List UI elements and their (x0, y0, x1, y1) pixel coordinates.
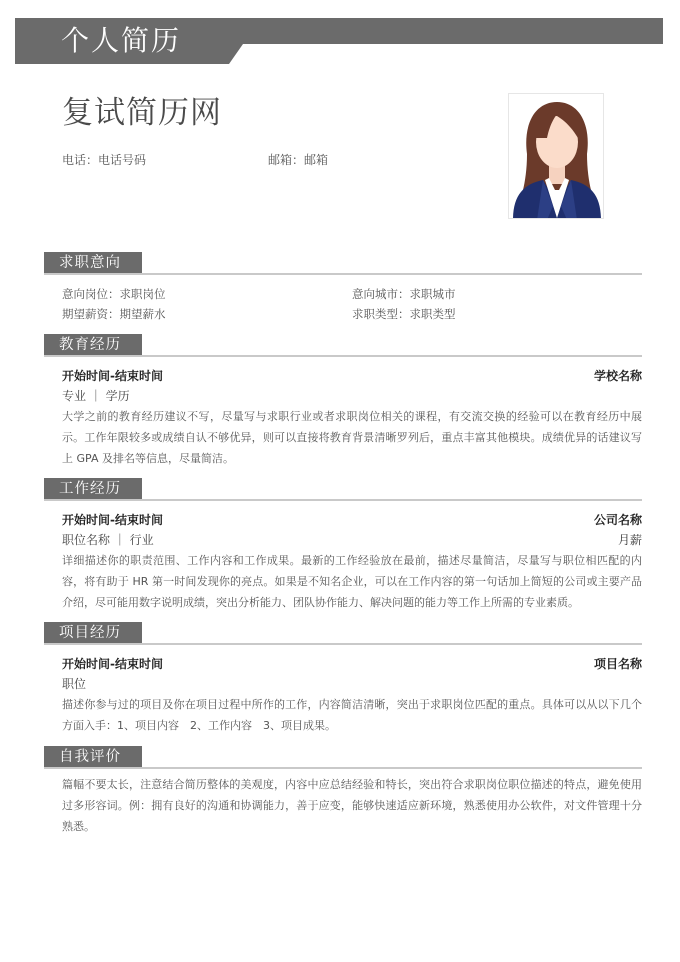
section-header-work (44, 478, 642, 502)
section-divider (44, 499, 642, 501)
section-divider (44, 273, 642, 275)
work-time: 开始时间-结束时间 (62, 513, 163, 527)
profile-photo (508, 93, 604, 219)
work-company: 公司名称 (593, 513, 642, 527)
phone-field: 电话：电话号码 (62, 153, 147, 167)
section-divider (44, 643, 642, 645)
project-role: 职位 (62, 677, 87, 691)
section-title-work: 工作经历 (44, 478, 142, 500)
project-description: 描述你参与过的项目及你在项目过程中所作的工作，内容简洁清晰，突出于求职岗位匹配的重点。具体可以从以下几个方面入手：1、项目内容 2、工作内容 3、项目成果。 (62, 698, 642, 732)
education-school: 学校名称 (593, 369, 642, 383)
header-banner (15, 18, 663, 64)
section-title-self: 自我评价 (44, 746, 142, 768)
page-title: 个人简历 (61, 24, 182, 57)
section-title-education: 教育经历 (44, 334, 142, 356)
section-header-education (44, 334, 642, 358)
education-time: 开始时间-结束时间 (62, 369, 163, 383)
work-description: 详细描述你的职责范围、工作内容和工作成果。最新的工作经验放在最前，描述尽量简洁，尽量写与职位相匹配的内容，将有助于 HR 第一时间发现你的亮点。如果是不知名企业，可以在工作内容的第一句话加上简短的公司或主要产品介绍，尽可能用数字说明成绩，突出分析能力、团队协作能力、解决问题的能力等工作上所需的专业素质。 (62, 554, 642, 609)
work-role: 职位名称 ｜ 行业 (62, 533, 154, 547)
education-description: 大学之前的教育经历建议不写，尽量写与求职行业或者求职岗位相关的课程，有交流交换的经验可以在教育经历中展示。工作年限较多或成绩自认不够优异，则可以直接将教育背景清晰罗列后，重点丰富其他模块。成绩优异的话建议写上 GPA 及排名等信息，尽量简洁。 (62, 410, 642, 465)
work-salary: 月薪 (617, 533, 642, 547)
section-title-intent: 求职意向 (44, 252, 142, 274)
section-divider (44, 355, 642, 357)
intent-city: 意向城市：求职城市 (352, 287, 456, 301)
candidate-name: 复试简历网 (62, 95, 222, 131)
self-evaluation: 篇幅不要太长，注意结合简历整体的美观度，内容中应总结经验和特长，突出符合求职岗位职位描述的特点，避免使用过多形容词。例：拥有良好的沟通和协调能力，善于应变，能够快速适应新环境，熟悉使用办公软件，对文件管理十分熟悉。 (62, 778, 642, 833)
section-title-project: 项目经历 (44, 622, 142, 644)
intent-position: 意向岗位：求职岗位 (62, 287, 166, 301)
section-header-self (44, 746, 642, 770)
section-header-intent (44, 252, 642, 276)
avatar-illustration (509, 94, 604, 219)
email-field: 邮箱：邮箱 (268, 153, 329, 167)
project-time: 开始时间-结束时间 (62, 657, 163, 671)
intent-salary: 期望薪资：期望薪水 (62, 307, 166, 321)
intent-type: 求职类型：求职类型 (352, 307, 456, 321)
project-name: 项目名称 (593, 657, 642, 671)
education-major: 专业 ｜ 学历 (62, 389, 130, 403)
section-divider (44, 767, 642, 769)
section-header-project (44, 622, 642, 646)
